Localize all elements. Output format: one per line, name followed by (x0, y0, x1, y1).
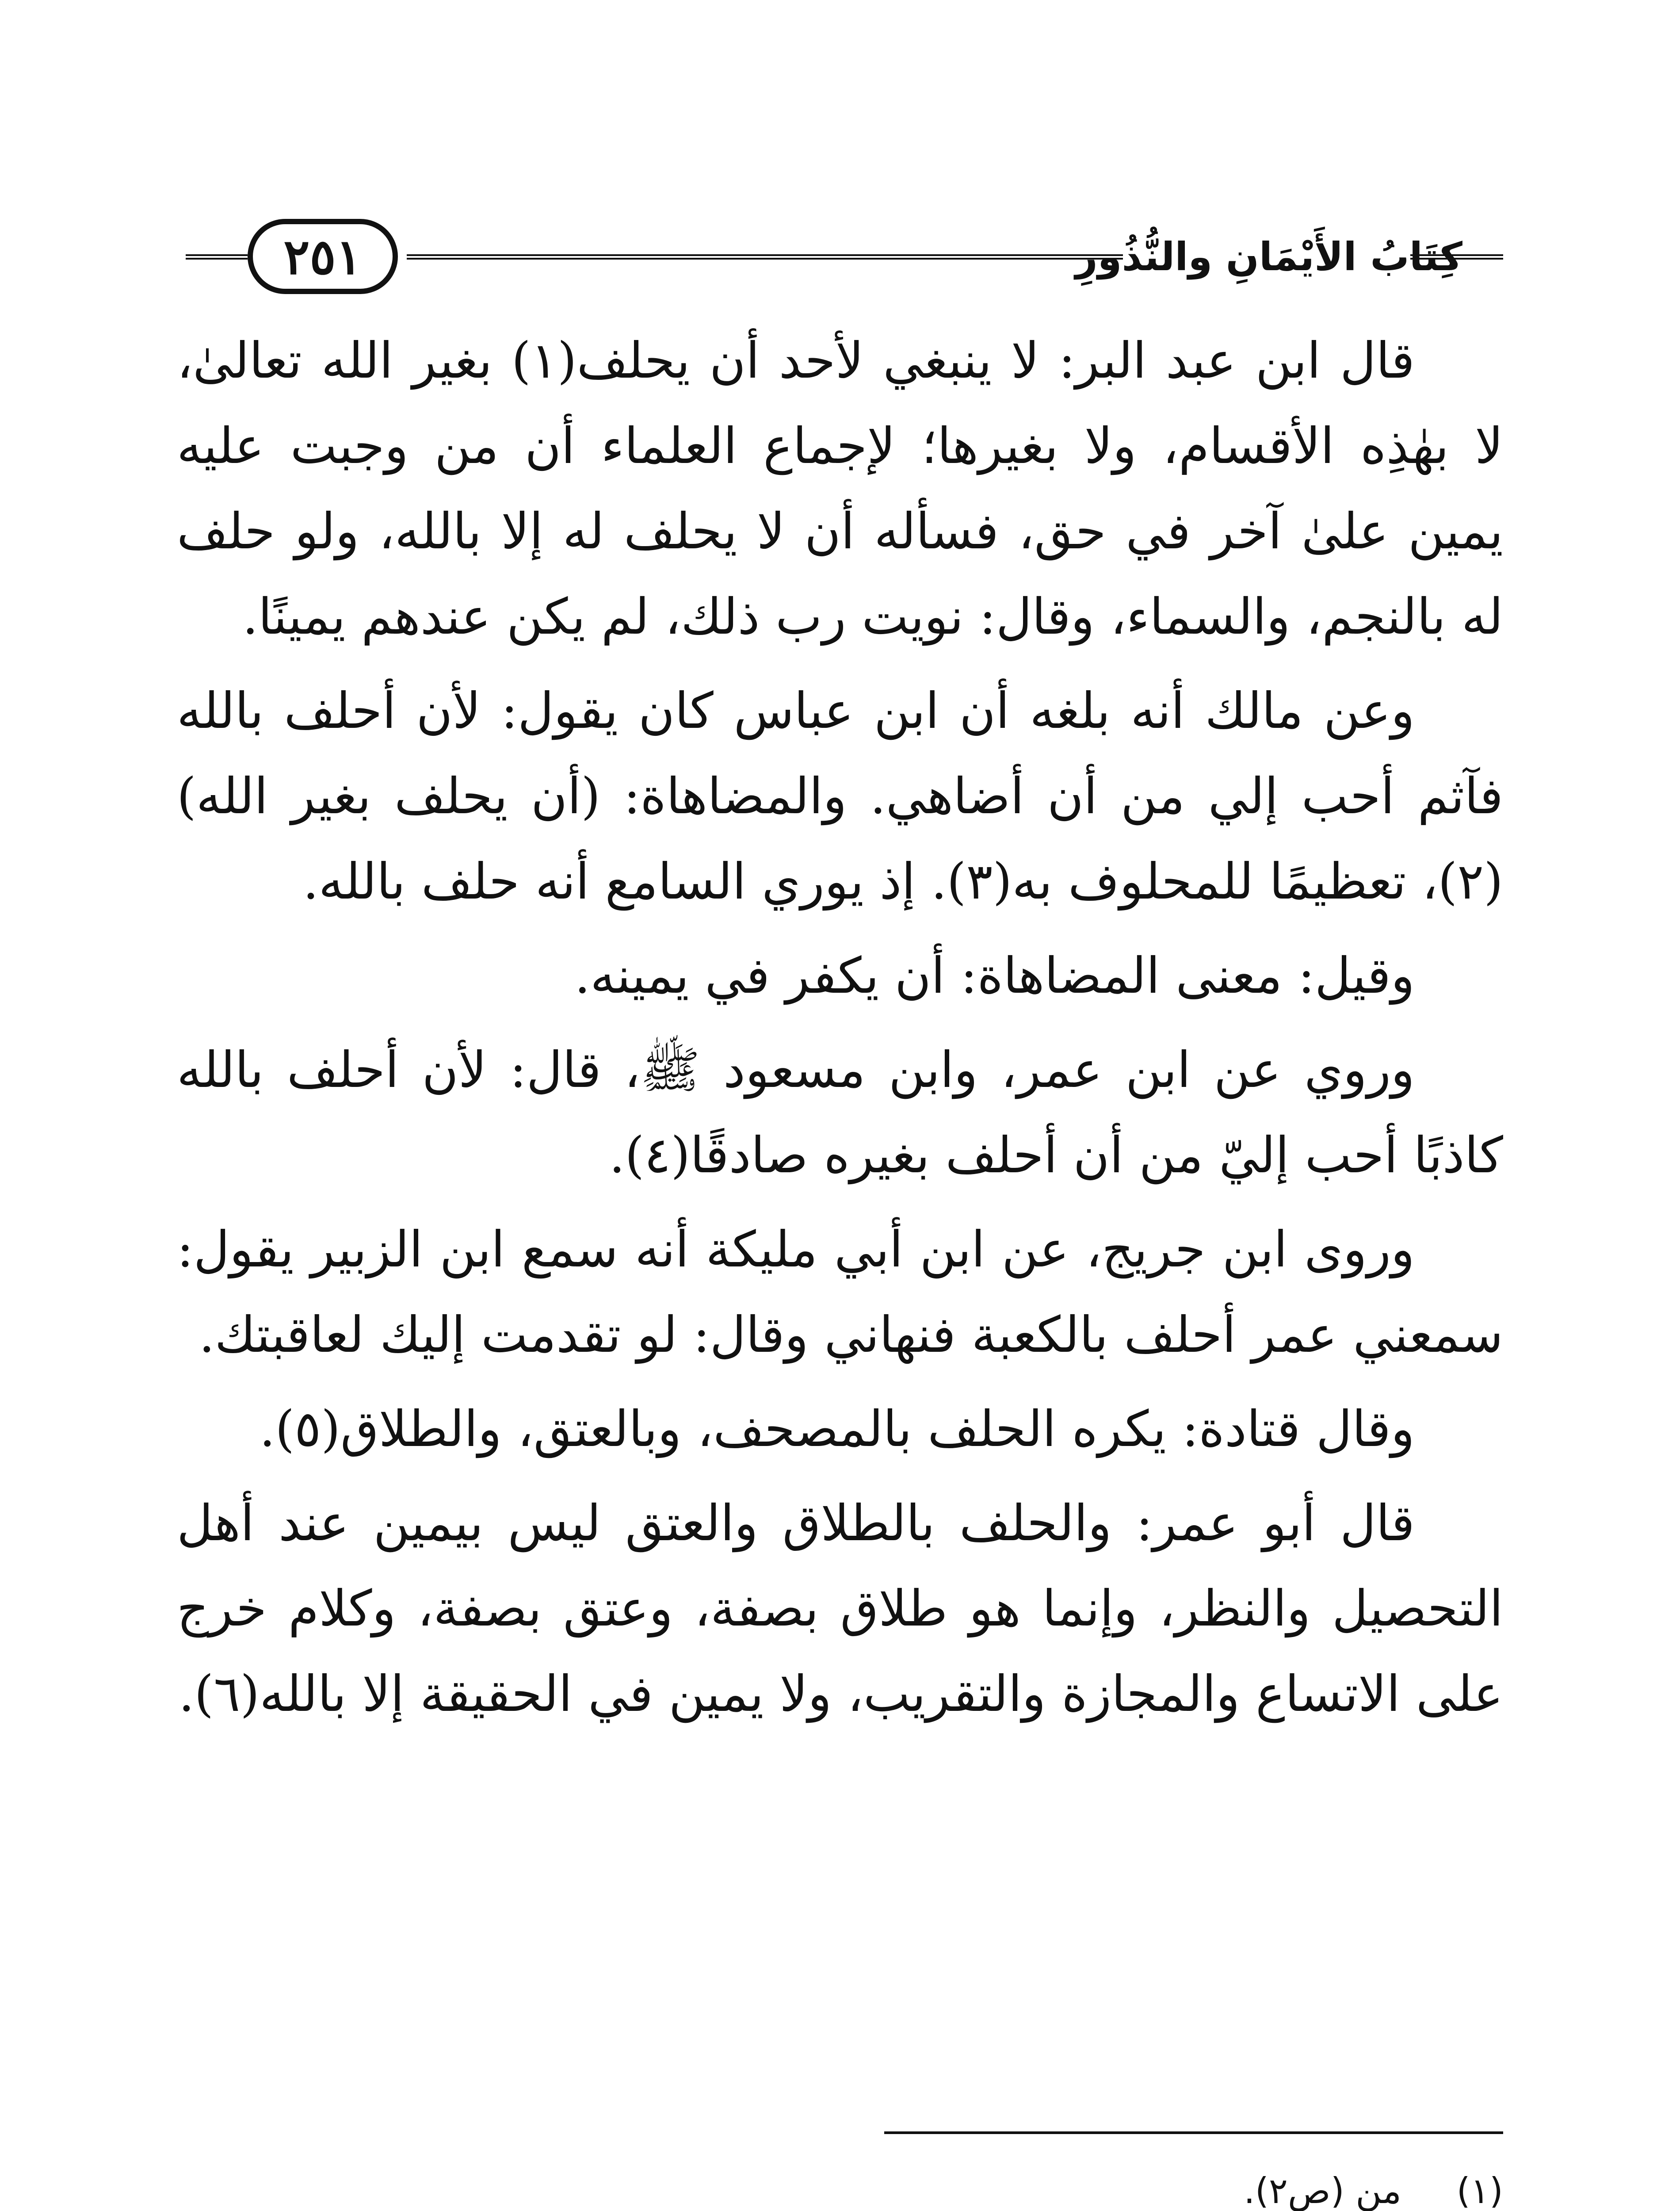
paragraph: وروى ابن جريج، عن ابن أبي مليكة أنه سمع ابن الزبير يقول: سمعني عمر أحلف بالكعبة فنهاني وقال: لو تقدمت إليك لعاقبتك. (177, 1221, 1503, 1364)
page-number: ٢٥١ (248, 219, 398, 294)
page-header (186, 212, 1503, 301)
header-rule-right (1410, 254, 1503, 260)
paragraph: وقال قتادة: يكره الحلف بالمصحف، وبالعتق، والطلاق(٥). (259, 1400, 1415, 1458)
paragraph: وقيل: معنى المضاهاة: أن يكفر في يمينه. (574, 947, 1415, 1005)
header-rule-middle (407, 254, 1123, 260)
paragraph: قال ابن عبد البر: لا ينبغي لأحد أن يحلف(١) بغير الله تعالىٰ، لا بهٰذِه الأقسام، ولا بغيرها؛ لإجماع العلماء أن من وجبت عليه يمين علىٰ آخر في حق، فسأله أن لا يحلف له إلا بالله، ولو حلف له بالنجم، والسماء، وقال: نويت رب ذلك، لم يكن عندهم يمينًا. (177, 332, 1503, 646)
main-text (177, 318, 1503, 1746)
footnotes (177, 2158, 1503, 2211)
book-title: كِتَابُ الأَيْمَانِ والنُّذُورِ (1075, 233, 1462, 279)
footnote-separator (884, 2131, 1503, 2134)
footnote-number: (١) (1456, 2170, 1503, 2211)
paragraph: وعن مالك أنه بلغه أن ابن عباس كان يقول: لأن أحلف بالله فآثم أحب إلي من أن أضاهي. والمضاهاة: (أن يحلف بغير الله)(٢)، تعظيمًا للمحلوف به(٣). إذ يوري السامع أنه حلف بالله. (177, 682, 1503, 910)
header-rule-left (186, 254, 248, 260)
footnote (177, 2158, 1503, 2211)
paragraph: قال أبو عمر: والحلف بالطلاق والعتق ليس بيمين عند أهل التحصيل والنظر، وإنما هو طلاق بصفة، وعتق بصفة، وكلام خرج على الاتساع والمجازة والتقريب، ولا يمين في الحقيقة إلا بالله(٦). (177, 1495, 1503, 1723)
paragraph: وروي عن ابن عمر، وابن مسعود ﷺ، قال: لأن أحلف بالله كاذبًا أحب إليّ من أن أحلف بغيره صادقًا(٤). (177, 1041, 1503, 1184)
footnote-text: من (ص٢). (1244, 2170, 1401, 2211)
